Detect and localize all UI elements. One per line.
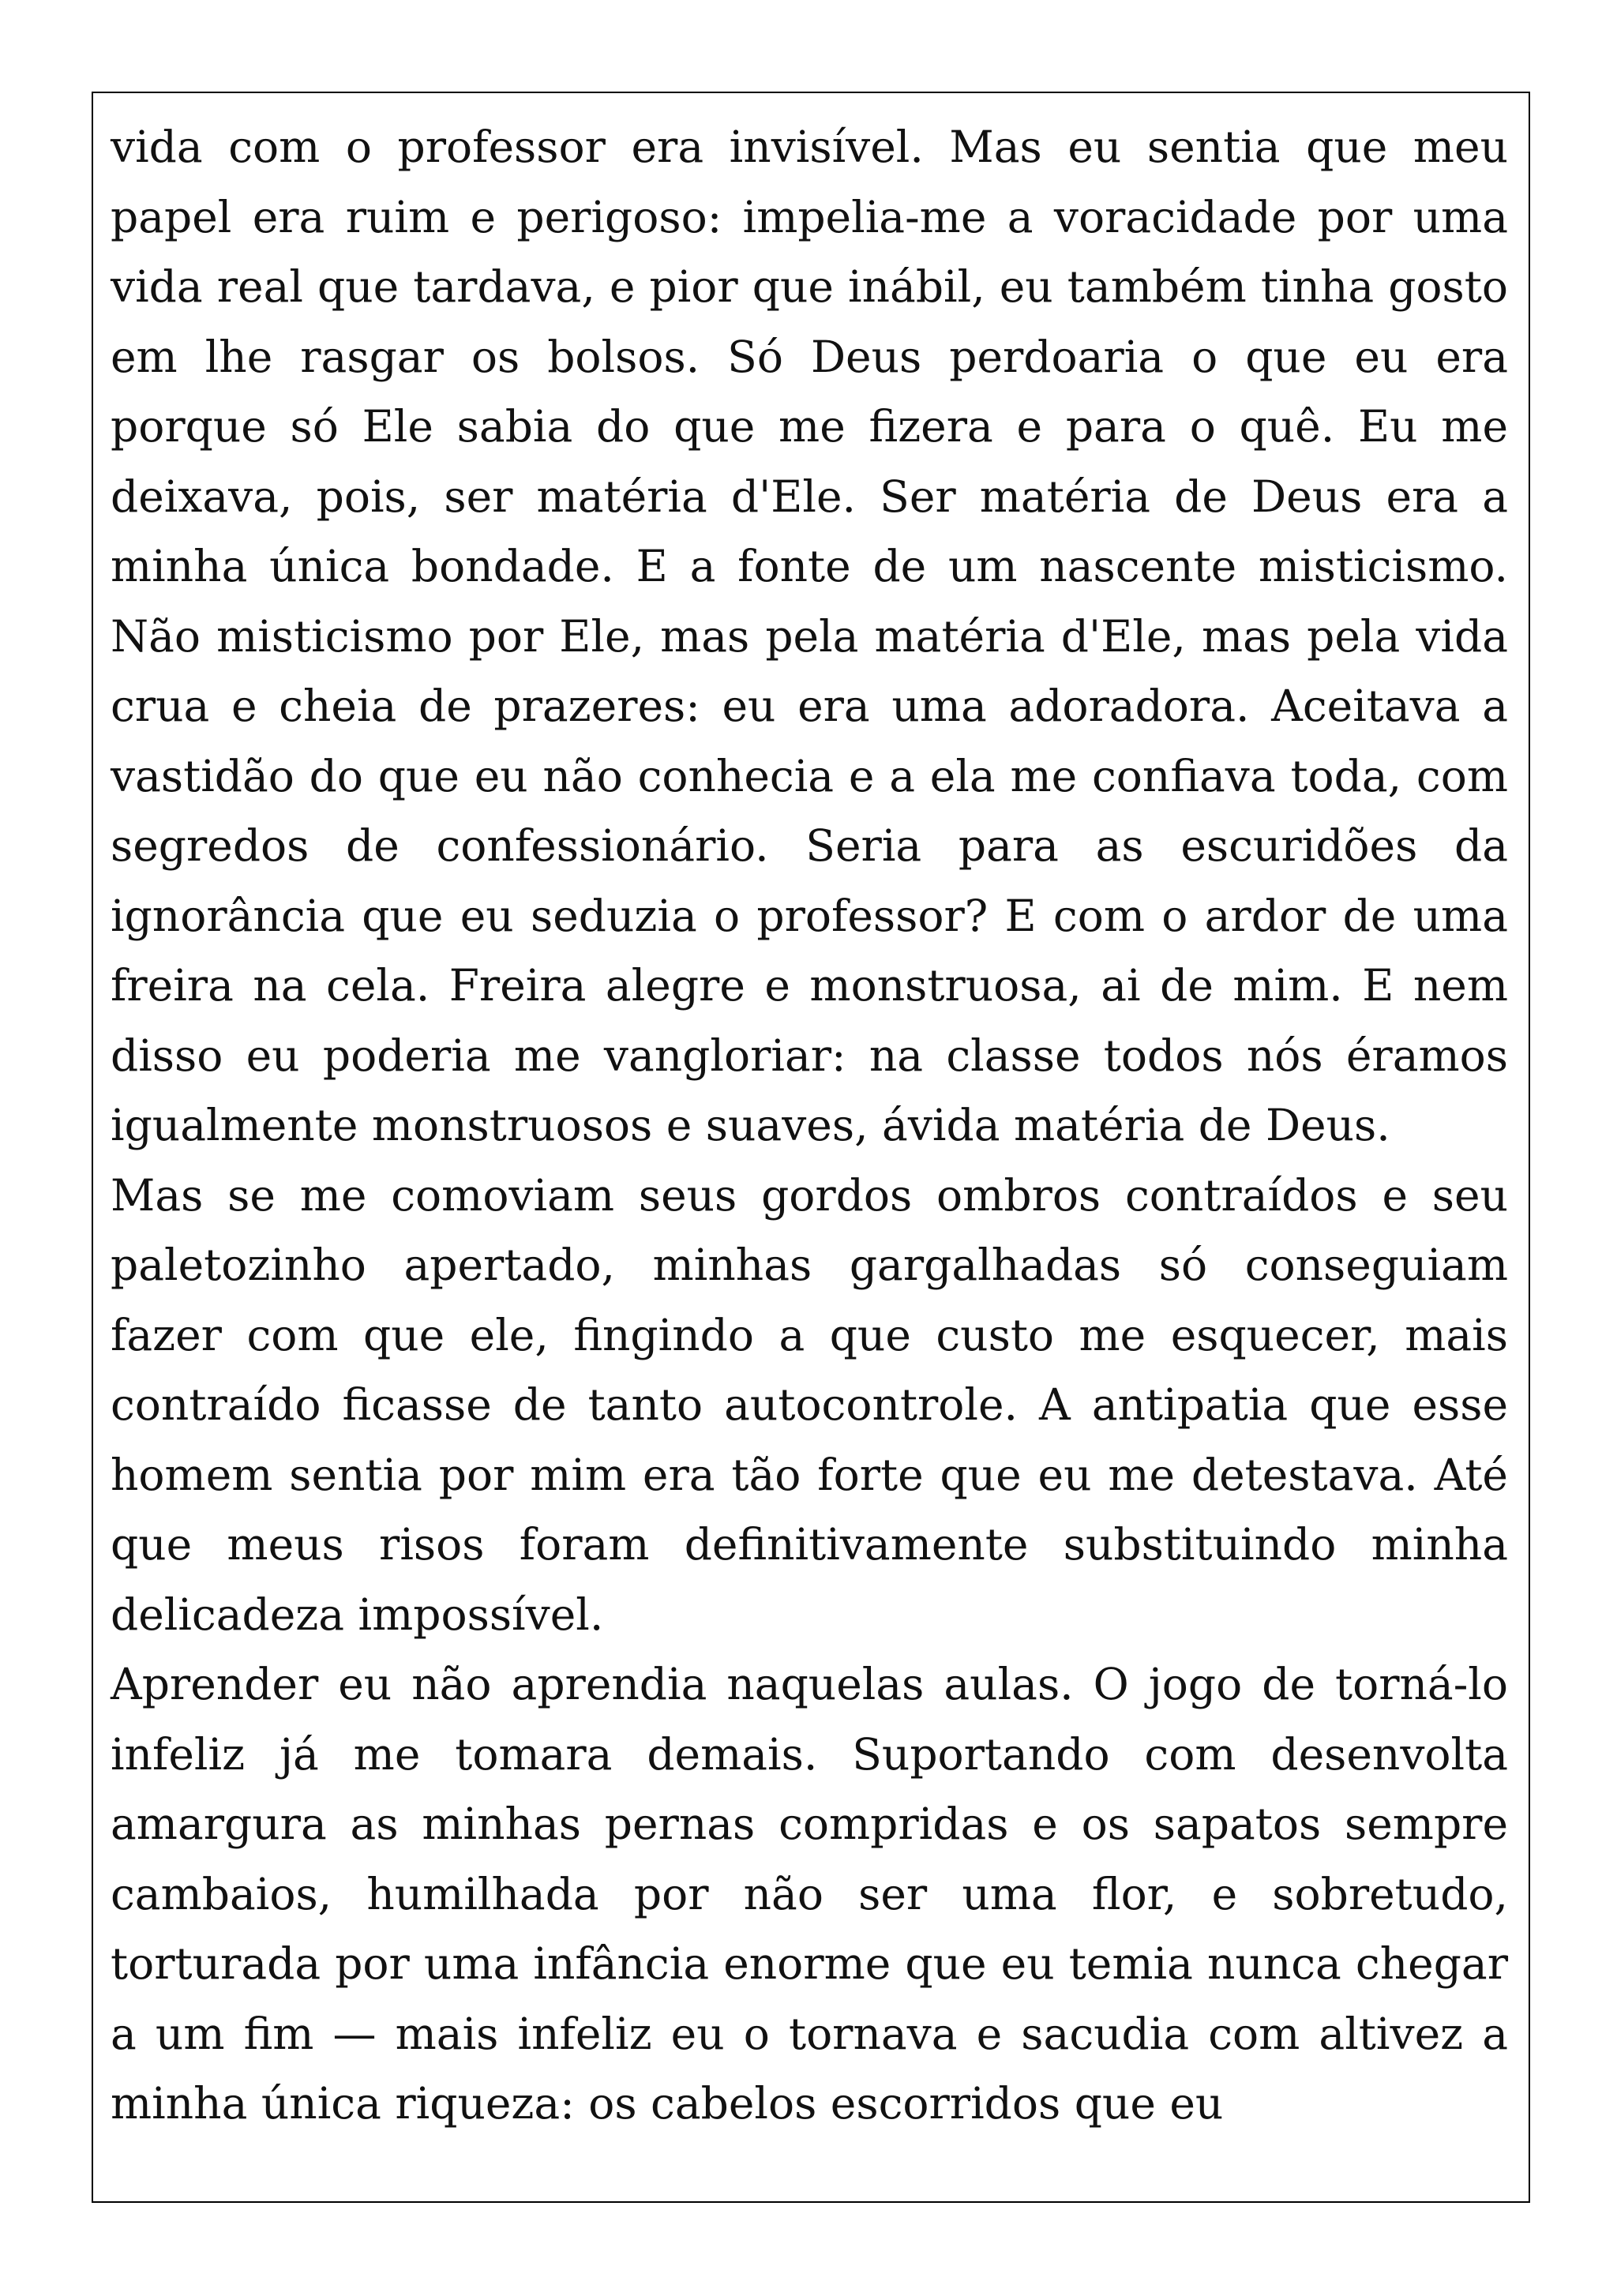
paragraph: Mas se me comoviam seus gordos ombros contraídos e seu paletozinho apertado, minhas gargalhadas só conseguiam fazer com que ele, fingindo a que custo me esquecer, mais contraído ficasse de tanto autocontrole. A antipatia que esse homem sentia por mim era tão forte que eu me detestava. Até que meus risos foram definitivamente substituindo minha delicadeza impossível.: [111, 1169, 1508, 1640]
paragraph: Aprender eu não aprendia naquelas aulas. O jogo de torná-lo infeliz já me tomara demais. Suportando com desenvolta amargura as minhas pernas compridas e os sapatos sempre cambaios, humilhada por não ser uma flor, e sobretudo, torturada por uma infância enorme que eu temia nunca chegar a um fim — mais infeliz eu o tornava e sacudia com altivez a minha única riqueza: os cabelos escorridos que eu: [111, 1659, 1508, 2129]
paragraph: vida com o professor era invisível. Mas eu sentia que meu papel era ruim e perigoso: impelia-me a voracidade por uma vida real que tardava, e pior que inábil, eu também tinha gosto em lhe rasgar os bolsos. Só Deus perdoaria o que eu era porque só Ele sabia do que me fizera e para o quê. Eu me deixava, pois, ser matéria d'Ele. Ser matéria de Deus era a minha única bondade. E a fonte de um nascente misticismo. Não misticismo por Ele, mas pela matéria d'Ele, mas pela vida crua e cheia de prazeres: eu era uma adoradora. Aceitava a vastidão do que eu não conhecia e a ela me confiava toda, com segredos de confessionário. Seria para as escuridões da ignorância que eu seduzia o professor? E com o ardor de uma freira na cela. Freira alegre e monstruosa, ai de mim. E nem disso eu poderia me vangloriar: na classe todos nós éramos igualmente monstruosos e suaves, ávida matéria de Deus.: [111, 122, 1508, 1150]
body-text: [111, 112, 1508, 2139]
